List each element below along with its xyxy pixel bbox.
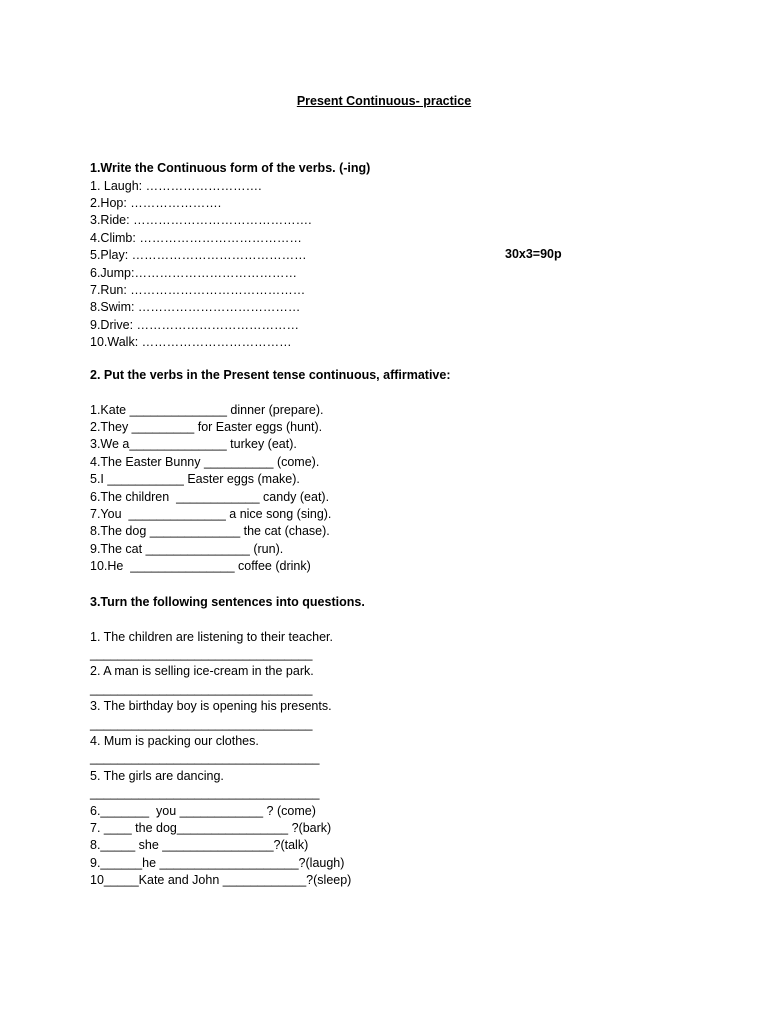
answer-line: ________________________________ [90,716,313,731]
page-title: Present Continuous- practice [296,94,472,108]
section-2-item: 5.I ___________ Easter eggs (make). [90,472,300,487]
question-sentence: 5. The girls are dancing. [90,768,224,783]
section-2-item: 2.They _________ for Easter eggs (hunt). [90,419,323,434]
section-3-item: 10_____Kate and John ____________?(sleep) [90,873,352,888]
section-1-heading: 1.Write the Continuous form of the verbs. (-ing) [90,161,371,175]
section-3-item: 7. ____ the dog________________ ?(bark) [90,820,332,835]
section-1-item: 8.Swim: ………………………………… [90,300,301,315]
section-3-item: 9.______he ____________________?(laugh) [90,855,345,870]
answer-line: ________________________________ [90,681,313,696]
section-1-item: 6.Jump:………………………………… [90,265,297,280]
section-1-item: 7.Run: …………………………………… [90,282,306,297]
section-1-item: 9.Drive: ………………………………… [90,317,300,332]
question-sentence: 4. Mum is packing our clothes. [90,733,259,748]
answer-line: _________________________________ [90,786,320,801]
section-2-item: 7.You ______________ a nice song (sing). [90,506,332,521]
score-label: 30x3=90p [505,247,562,261]
section-2 [90,367,690,576]
section-1-item: 10.Walk: ……………………………… [90,335,292,350]
answer-line: ________________________________ [90,646,313,661]
question-sentence: 1. The children are listening to their teacher. [90,629,333,644]
section-2-item: 1.Kate ______________ dinner (prepare). [90,402,324,417]
question-sentence: 2. A man is selling ice-cream in the park. [90,664,314,679]
section-3 [90,594,690,890]
answer-line: _________________________________ [90,751,320,766]
section-3-item: 6._______ you ____________ ? (come) [90,803,316,818]
section-2-heading: 2. Put the verbs in the Present tense continuous, affirmative: [90,368,451,382]
section-3-item: 8._____ she ________________?(talk) [90,838,309,853]
section-1-item: 2.Hop: …………………. [90,195,222,210]
section-2-item: 9.The cat _______________ (run). [90,541,284,556]
section-1 [90,160,690,352]
section-3-heading: 3.Turn the following sentences into questions. [90,595,365,609]
section-1-item: 4.Climb: ………………………………… [90,230,302,245]
section-2-item: 8.The dog _____________ the cat (chase). [90,524,330,539]
section-1-item: 3.Ride: ……………………………………. [90,213,312,228]
section-2-item: 10.He _______________ coffee (drink) [90,559,311,574]
section-1-item: 1. Laugh: ………………………. [90,178,262,193]
section-2-item: 6.The children ____________ candy (eat). [90,489,330,504]
question-sentence: 3. The birthday boy is opening his presents. [90,699,332,714]
section-1-item: 5.Play: …………………………………… [90,248,307,263]
section-2-item: 3.We a______________ turkey (eat). [90,437,297,452]
section-2-item: 4.The Easter Bunny __________ (come). [90,454,320,469]
